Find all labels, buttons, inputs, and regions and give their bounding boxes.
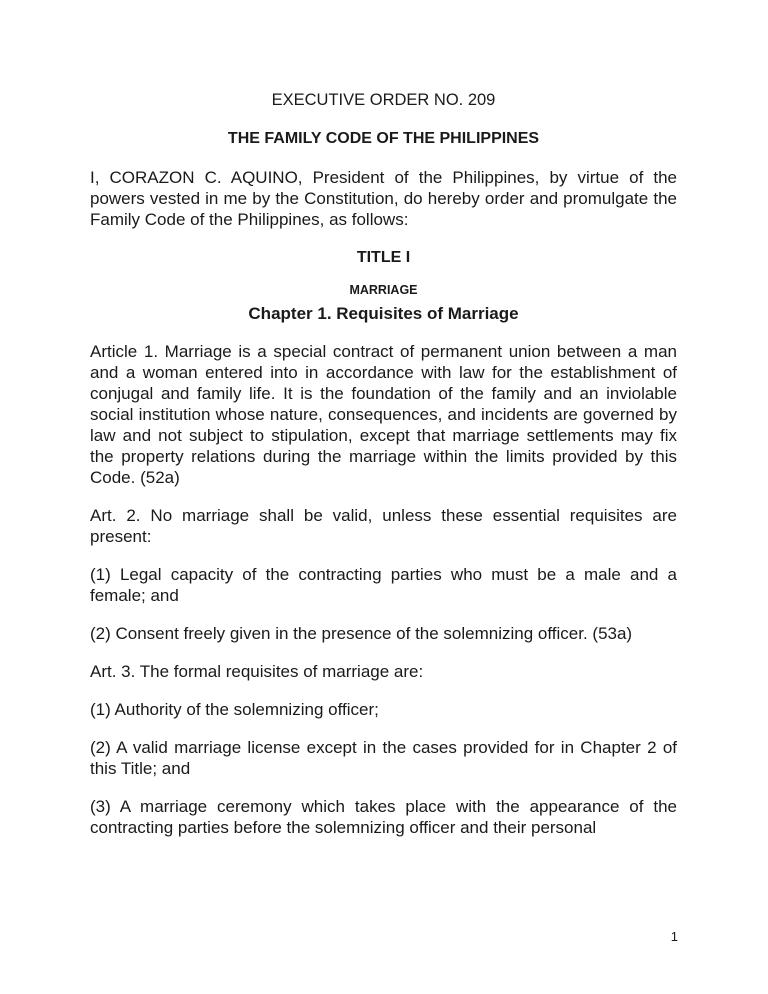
article-2-item-2: (2) Consent freely given in the presence of the solemnizing officer. (53a): [90, 624, 633, 643]
code-title: THE FAMILY CODE OF THE PHILIPPINES: [227, 130, 540, 147]
document-page: [90, 90, 677, 838]
article-2-item-1: (1) Legal capacity of the contracting parties who must be a male and a female; and: [90, 565, 677, 605]
article-3-paragraph: Art. 3. The formal requisites of marriage are:: [90, 662, 424, 681]
page-number: 1: [670, 929, 678, 944]
chapter-heading: Chapter 1. Requisites of Marriage: [248, 304, 519, 323]
title-heading: TITLE I: [356, 249, 411, 266]
title-subject: MARRIAGE: [349, 283, 418, 297]
preamble-paragraph: I, CORAZON C. AQUINO, President of the Philippines, by virtue of the powers vested in me by the Constitution, do hereby order and promulgate the Family Code of the Philippines, as follows:: [90, 168, 677, 229]
article-3-item-2: (2) A valid marriage license except in the cases provided for in Chapter 2 of this Title; and: [90, 738, 677, 778]
article-3-item-1: (1) Authority of the solemnizing officer;: [90, 700, 379, 719]
article-2-paragraph: Art. 2. No marriage shall be valid, unless these essential requisites are present:: [90, 506, 677, 546]
article-3-item-3: (3) A marriage ceremony which takes place with the appearance of the contracting parties before the solemnizing officer and their personal: [90, 797, 677, 837]
article-1-paragraph: Article 1. Marriage is a special contract of permanent union between a man and a woman entered into in accordance with law for the establishment of conjugal and family life. It is the foundation of the family and an inviolable social institution whose nature, consequences, and incidents are governed by law and not subject to stipulation, except that marriage settlements may fix the property relations during the marriage within the limits provided by this Code. (52a): [90, 342, 677, 487]
executive-order-number: EXECUTIVE ORDER NO. 209: [271, 91, 496, 109]
